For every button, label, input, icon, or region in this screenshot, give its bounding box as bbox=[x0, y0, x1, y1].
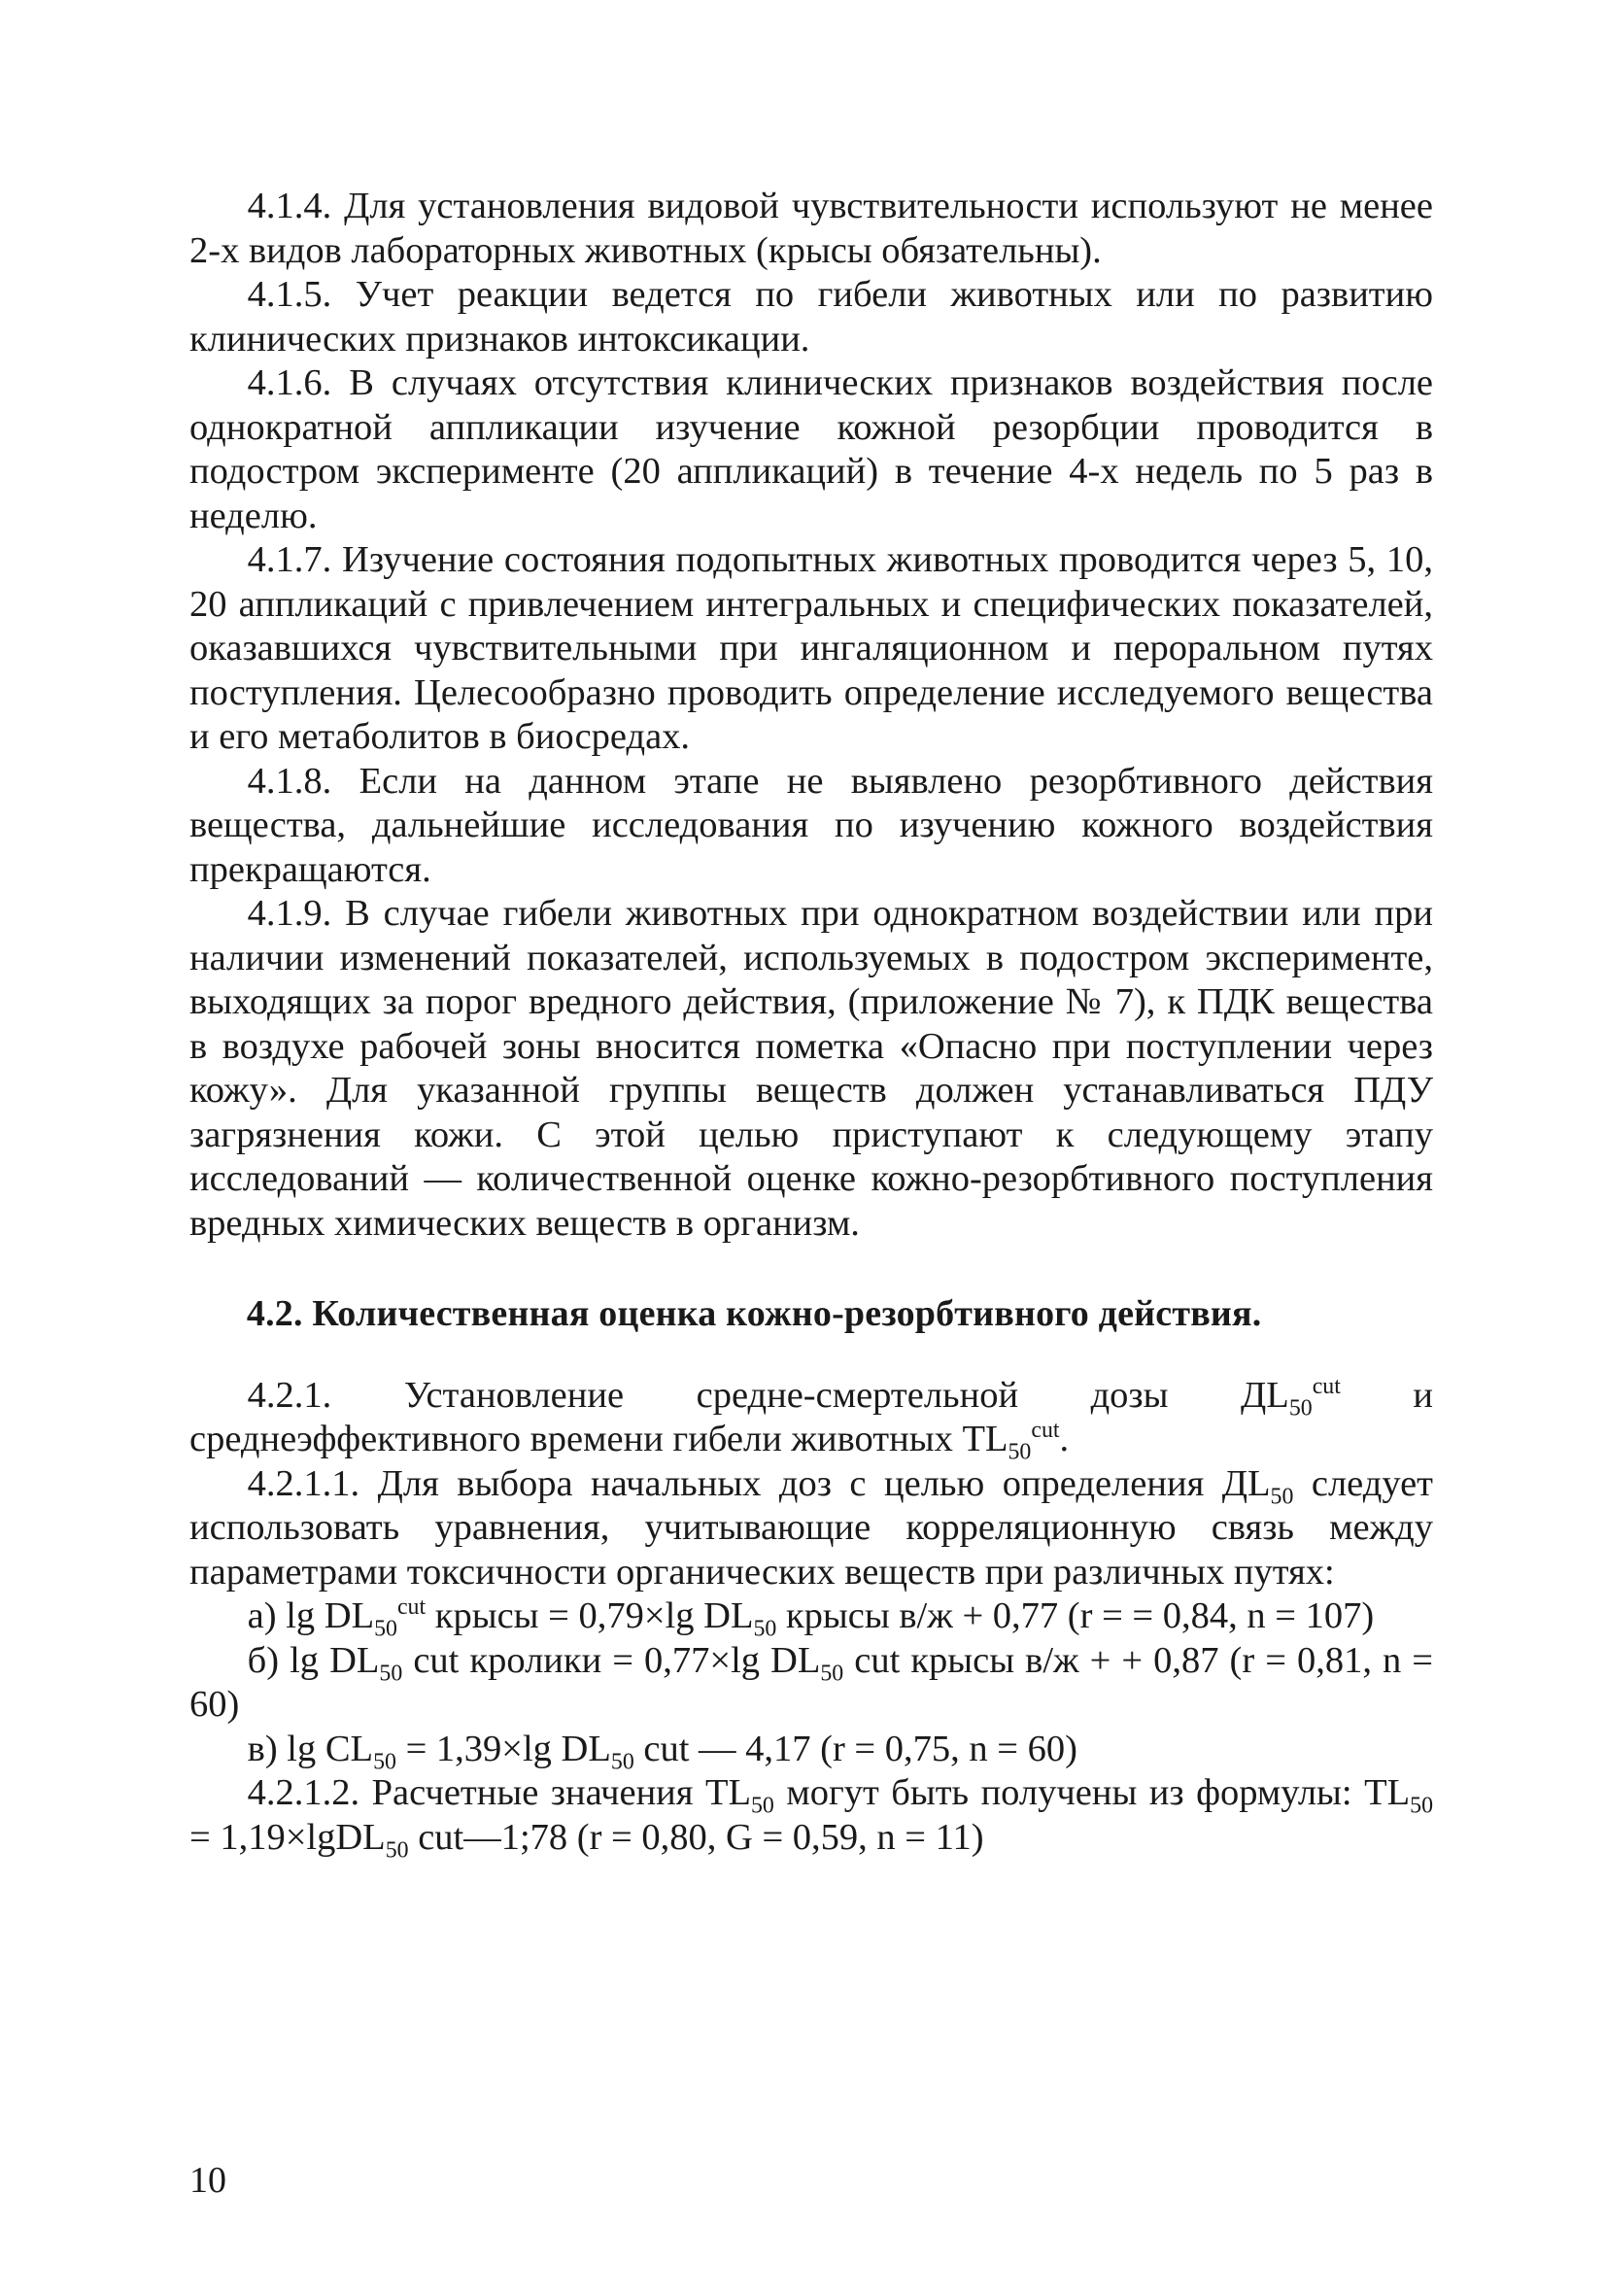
paragraph-4-1-9: 4.1.9. В случае гибели животных при однократном воздействии или при наличии изменений показателей, используемых в подостром эксперименте, выходящих за порог вредного действия, (приложение № 7), к ПДК вещества в воздухе рабочей зоны вносится пометка «Опасно при поступлении через кожу». Для указанной группы веществ должен устанавливаться ПДУ загрязнения кожи. С этой целью приступают к следующему этапу исследований — количественной оценке кожно-резорбтивного поступления вредных химических веществ в организм. bbox=[189, 893, 1433, 1244]
formula-b: б) $\lg DL_{50}$ cut кролики = 0,77×lg $DL_{50}$ cut крысы в/ж + + 0,87 (r = 0,81, n = 60) bbox=[189, 1639, 1433, 1725]
paragraph-4-1-7: 4.1.7. Изучение состояния подопытных животных проводится через 5, 10, 20 аппликаций с привлечением интегральных и специфических показателей, оказавшихся чувствительными при ингаляционном и пероральном путях поступления. Целесообразно проводить определение исследуемого вещества и его метаболитов в биосредах. bbox=[189, 539, 1433, 757]
paragraph-4-1-4: 4.1.4. Для установления видовой чувствительности используют не менее 2-х видов лабораторных животных (крысы обязательны). bbox=[189, 186, 1433, 271]
paragraph-4-2-1: 4.2.1. Установление средне-смертельной дозы $ДL_{50}^{cut}$ и среднеэффективного времени гибели животных $TL_{50}^{cut}$. bbox=[189, 1373, 1433, 1465]
paragraph-4-1-6: 4.1.6. В случаях отсутствия клинических признаков воздействия после однократной аппликации изучение кожной резорбции проводится в подостром эксперименте (20 аппликаций) в течение 4-х недель по 5 раз в неделю. bbox=[189, 362, 1433, 536]
formula-a: а) $\lg DL_{50}^{cut}$ крысы = 0,79×lg $DL_{50}$ крысы в/ж + 0,77 (r = = 0,84, n = 107) bbox=[247, 1594, 1375, 1642]
paragraph-4-2-1-2: 4.2.1.2. Расчетные значения $TL_{50}$ могут быть получены из формулы: $TL_{50}$ = 1,19×lgDL$_{50}$ cut—1;78 (r = 0,80, G = 0,59, n = 11) bbox=[189, 1772, 1433, 1864]
formula-c: в) $\lg CL_{50} = 1,39\times\lg$ $DL_{50}$ cut — 4,17 (r = 0,75, n = 60) bbox=[247, 1728, 1077, 1775]
section-heading-4-2: 4.2. Количественная оценка кожно-резорбтивного действия. bbox=[246, 1293, 1262, 1334]
paragraph-4-2-1-1: 4.2.1.1. Для выбора начальных доз с целью определения $ДL_{50}$ следует использовать уравнения, учитывающие корреляционную связь между параметрами токсичности органических веществ при различных путях: bbox=[189, 1462, 1433, 1593]
paragraph-4-1-5: 4.1.5. Учет реакции ведется по гибели животных или по развитию клинических признаков интоксикации. bbox=[189, 274, 1433, 360]
page-number: 10 bbox=[189, 2160, 226, 2201]
paragraph-4-1-8: 4.1.8. Если на данном этапе не выявлено резорбтивного действия вещества, дальнейшие исследования по изучению кожного воздействия прекращаются. bbox=[189, 760, 1433, 890]
page-body bbox=[189, 185, 1433, 2254]
